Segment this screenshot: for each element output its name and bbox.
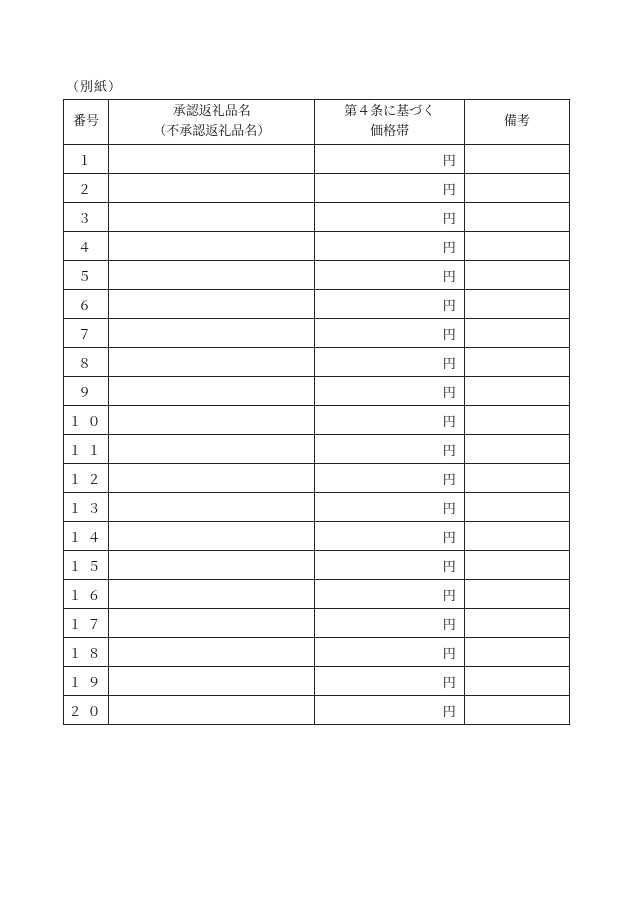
yen-unit-label: 円 [442, 472, 456, 488]
row-number: ２０ [64, 696, 109, 725]
item-name-cell[interactable] [109, 609, 315, 638]
row-number: ８ [64, 348, 109, 377]
price-range-cell[interactable] [315, 696, 464, 725]
row-number: １２ [64, 464, 109, 493]
item-name-cell[interactable] [109, 667, 315, 696]
remarks-cell[interactable] [464, 377, 569, 406]
item-name-cell[interactable] [109, 493, 315, 522]
yen-unit-label: 円 [442, 530, 456, 546]
price-range-cell[interactable] [315, 667, 464, 696]
item-name-cell[interactable] [109, 522, 315, 551]
yen-unit-label: 円 [442, 704, 456, 720]
table-row [64, 551, 570, 580]
row-number: １７ [64, 609, 109, 638]
price-range-cell[interactable] [315, 638, 464, 667]
yen-unit-label: 円 [442, 501, 456, 517]
yen-unit-label: 円 [442, 646, 456, 662]
price-range-cell[interactable] [315, 377, 464, 406]
header-number: 番号 [64, 100, 109, 145]
remarks-cell[interactable] [464, 522, 569, 551]
remarks-cell[interactable] [464, 638, 569, 667]
price-range-cell[interactable] [315, 522, 464, 551]
remarks-cell[interactable] [464, 319, 569, 348]
row-number: ６ [64, 290, 109, 319]
remarks-cell[interactable] [464, 348, 569, 377]
price-range-cell[interactable] [315, 232, 464, 261]
row-number: １５ [64, 551, 109, 580]
remarks-cell[interactable] [464, 493, 569, 522]
remarks-cell[interactable] [464, 290, 569, 319]
remarks-cell[interactable] [464, 174, 569, 203]
remarks-cell[interactable] [464, 464, 569, 493]
row-number: ９ [64, 377, 109, 406]
row-number: １３ [64, 493, 109, 522]
price-range-cell[interactable] [315, 435, 464, 464]
item-name-cell[interactable] [109, 377, 315, 406]
price-range-cell[interactable] [315, 406, 464, 435]
price-range-cell[interactable] [315, 290, 464, 319]
table-row [64, 203, 570, 232]
row-number: ２ [64, 174, 109, 203]
table-row [64, 319, 570, 348]
remarks-cell[interactable] [464, 667, 569, 696]
table-row [64, 580, 570, 609]
item-name-cell[interactable] [109, 464, 315, 493]
price-range-cell[interactable] [315, 348, 464, 377]
table-row [64, 667, 570, 696]
remarks-cell[interactable] [464, 232, 569, 261]
table-row [64, 464, 570, 493]
price-range-cell[interactable] [315, 493, 464, 522]
item-name-cell[interactable] [109, 232, 315, 261]
remarks-cell[interactable] [464, 696, 569, 725]
header-row [64, 100, 570, 145]
gift-approval-table [63, 99, 570, 725]
remarks-cell[interactable] [464, 261, 569, 290]
price-range-cell[interactable] [315, 261, 464, 290]
item-name-cell[interactable] [109, 174, 315, 203]
yen-unit-label: 円 [442, 211, 456, 227]
yen-unit-label: 円 [442, 240, 456, 256]
table-row [64, 174, 570, 203]
table-row [64, 290, 570, 319]
table-row [64, 145, 570, 174]
yen-unit-label: 円 [442, 269, 456, 285]
table-row [64, 377, 570, 406]
item-name-cell[interactable] [109, 145, 315, 174]
attachment-label: （別紙） [66, 80, 123, 95]
header-item-name [109, 100, 315, 145]
remarks-cell[interactable] [464, 145, 569, 174]
item-name-cell[interactable] [109, 290, 315, 319]
yen-unit-label: 円 [442, 414, 456, 430]
remarks-cell[interactable] [464, 580, 569, 609]
header-price-range-line1: 第４条に基づく [344, 104, 436, 119]
header-item-name-line1: 承認返礼品名 [172, 104, 251, 119]
row-number: １４ [64, 522, 109, 551]
row-number: １１ [64, 435, 109, 464]
price-range-cell[interactable] [315, 580, 464, 609]
header-remarks: 備考 [464, 100, 569, 145]
remarks-cell[interactable] [464, 406, 569, 435]
table-row [64, 261, 570, 290]
item-name-cell[interactable] [109, 580, 315, 609]
item-name-cell[interactable] [109, 261, 315, 290]
yen-unit-label: 円 [442, 559, 456, 575]
row-number: １ [64, 145, 109, 174]
item-name-cell[interactable] [109, 203, 315, 232]
price-range-cell[interactable] [315, 319, 464, 348]
yen-unit-label: 円 [442, 182, 456, 198]
table-row [64, 435, 570, 464]
yen-unit-label: 円 [442, 327, 456, 343]
yen-unit-label: 円 [442, 617, 456, 633]
table-row [64, 406, 570, 435]
yen-unit-label: 円 [442, 298, 456, 314]
yen-unit-label: 円 [442, 443, 456, 459]
row-number: ３ [64, 203, 109, 232]
header-price-range [315, 100, 464, 145]
remarks-cell[interactable] [464, 203, 569, 232]
row-number: ５ [64, 261, 109, 290]
table-row [64, 609, 570, 638]
table-row [64, 232, 570, 261]
price-range-cell[interactable] [315, 203, 464, 232]
table-row [64, 348, 570, 377]
row-number: ７ [64, 319, 109, 348]
item-name-cell[interactable] [109, 435, 315, 464]
header-item-name-line2: （不承認返礼品名） [153, 124, 271, 139]
price-range-cell[interactable] [315, 464, 464, 493]
item-name-cell[interactable] [109, 406, 315, 435]
yen-unit-label: 円 [442, 153, 456, 169]
row-number: １０ [64, 406, 109, 435]
row-number: ４ [64, 232, 109, 261]
table-body [64, 145, 570, 725]
item-name-cell[interactable] [109, 638, 315, 667]
yen-unit-label: 円 [442, 588, 456, 604]
price-range-cell[interactable] [315, 145, 464, 174]
remarks-cell[interactable] [464, 435, 569, 464]
item-name-cell[interactable] [109, 696, 315, 725]
item-name-cell[interactable] [109, 348, 315, 377]
row-number: １９ [64, 667, 109, 696]
yen-unit-label: 円 [442, 385, 456, 401]
table-header [64, 100, 570, 145]
remarks-cell[interactable] [464, 609, 569, 638]
item-name-cell[interactable] [109, 319, 315, 348]
table-row [64, 638, 570, 667]
price-range-cell[interactable] [315, 174, 464, 203]
yen-unit-label: 円 [442, 356, 456, 372]
header-price-range-line2: 価格帯 [370, 124, 410, 139]
price-range-cell[interactable] [315, 551, 464, 580]
price-range-cell[interactable] [315, 609, 464, 638]
table-row [64, 696, 570, 725]
table-row [64, 493, 570, 522]
table-row [64, 522, 570, 551]
row-number: １６ [64, 580, 109, 609]
item-name-cell[interactable] [109, 551, 315, 580]
row-number: １８ [64, 638, 109, 667]
yen-unit-label: 円 [442, 675, 456, 691]
remarks-cell[interactable] [464, 551, 569, 580]
